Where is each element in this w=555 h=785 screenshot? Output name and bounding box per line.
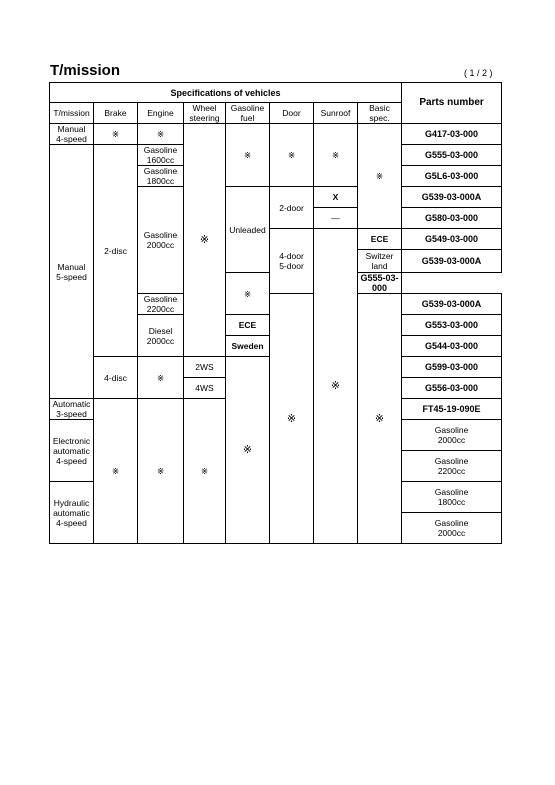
- tmission-manual-4speed: Manual 4-speed: [50, 124, 94, 145]
- mark-engine-4disc: ※: [138, 357, 184, 399]
- mark-door-lower: ※: [374, 412, 385, 425]
- wheel-steering-4ws: 4WS: [184, 378, 226, 399]
- wheel-steering-2ws: 2WS: [184, 357, 226, 378]
- fuel-cell-lower: [270, 294, 314, 544]
- basic-spec-cell-lower: [226, 357, 270, 544]
- brake-2disc: 2-disc: [94, 145, 138, 357]
- part-number: G417-03-000: [402, 124, 502, 145]
- wheel-steering-cell: [184, 124, 226, 357]
- part-number: G555-03-000: [402, 145, 502, 166]
- engine-gasoline-1800: Gasoline 1800cc: [138, 166, 184, 187]
- mark-door: ※: [270, 124, 314, 187]
- engine-gasoline-1800-b: Gasoline 1800cc: [402, 482, 502, 513]
- col-header-tmission: T/mission: [50, 103, 94, 124]
- mark-wheel-steering: ※: [199, 234, 210, 246]
- page-number: ( 1 / 2 ): [464, 68, 493, 78]
- col-header-door: Door: [270, 103, 314, 124]
- sunroof-cell: [314, 229, 358, 544]
- col-header-gasoline-fuel: Gasoline fuel: [226, 103, 270, 124]
- basic-spec-ece-2: ECE: [226, 315, 270, 336]
- mark-engine-automatic3: ※: [138, 399, 184, 544]
- tmission-hydraulic-automatic-4speed: Hydraulic automatic 4-speed: [50, 482, 94, 544]
- engine-gasoline-2200-b: Gasoline 2200cc: [402, 451, 502, 482]
- tmission-automatic-3speed: Automatic 3-speed: [50, 399, 94, 420]
- mark-basic-spec-2: ※: [226, 273, 270, 315]
- part-number: G549-03-000: [402, 229, 502, 250]
- mark-basic-spec-lower: ※: [242, 444, 253, 456]
- door-2door: 2-door: [270, 187, 314, 229]
- sunroof-dash: —: [314, 208, 358, 229]
- header-row-1: [50, 83, 502, 103]
- part-number: G544-03-000: [402, 336, 502, 357]
- mark-sunroof-lower: ※: [330, 380, 341, 392]
- col-header-sunroof: Sunroof: [314, 103, 358, 124]
- basic-spec-ece: ECE: [358, 229, 402, 250]
- mark-fuel: ※: [226, 124, 270, 187]
- part-number: G539-03-000A: [402, 250, 502, 273]
- part-number: G599-03-000: [402, 357, 502, 378]
- part-number: G580-03-000: [402, 208, 502, 229]
- mark-brake-manual4: ※: [94, 124, 138, 145]
- page-title: T/mission: [50, 62, 121, 79]
- mark-wheel-steering-lower: ※: [184, 399, 226, 544]
- part-number: FT45-19-090E: [402, 399, 502, 420]
- tmission-electronic-automatic-4speed: Electronic automatic 4-speed: [50, 420, 94, 482]
- basic-spec-sweden: Sweden: [226, 336, 270, 357]
- basic-spec-switzerland: Switzer land: [358, 250, 402, 273]
- tmission-manual-5speed: Manual 5-speed: [50, 145, 94, 399]
- engine-gasoline-2000-b: Gasoline 2000cc: [402, 420, 502, 451]
- fuel-unleaded: Unleaded: [226, 187, 270, 273]
- table-row: [50, 124, 502, 145]
- parts-number-header: Parts number: [402, 83, 502, 124]
- part-number: G555-03-000: [358, 273, 402, 294]
- part-number: G539-03-000A: [402, 294, 502, 315]
- mark-fuel-lower: ※: [286, 412, 297, 425]
- mark-basic-spec: ※: [358, 124, 402, 229]
- engine-gasoline-1600: Gasoline 1600cc: [138, 145, 184, 166]
- part-number: G556-03-000: [402, 378, 502, 399]
- engine-diesel-2000: Diesel 2000cc: [138, 315, 184, 357]
- mark-engine-manual4: ※: [138, 124, 184, 145]
- specifications-table: [49, 82, 502, 544]
- door-cell-lower: [358, 294, 402, 544]
- col-header-basic-spec: Basic spec.: [358, 103, 402, 124]
- col-header-engine: Engine: [138, 103, 184, 124]
- part-number: G5L6-03-000: [402, 166, 502, 187]
- mark-sunroof: ※: [314, 124, 358, 187]
- door-4-5door: 4-door 5-door: [270, 229, 314, 294]
- col-header-wheel-steering: Wheel steering: [184, 103, 226, 124]
- specifications-header: Specifications of vehicles: [50, 83, 402, 103]
- brake-4disc: 4-disc: [94, 357, 138, 399]
- part-number: G539-03-000A: [402, 187, 502, 208]
- mark-brake-lower: ※: [94, 399, 138, 544]
- part-number: G553-03-000: [402, 315, 502, 336]
- engine-gasoline-2000: Gasoline 2000cc: [138, 187, 184, 294]
- engine-gasoline-2200: Gasoline 2200cc: [138, 294, 184, 315]
- engine-gasoline-2000-c: Gasoline 2000cc: [402, 513, 502, 544]
- sunroof-x: X: [314, 187, 358, 208]
- col-header-brake: Brake: [94, 103, 138, 124]
